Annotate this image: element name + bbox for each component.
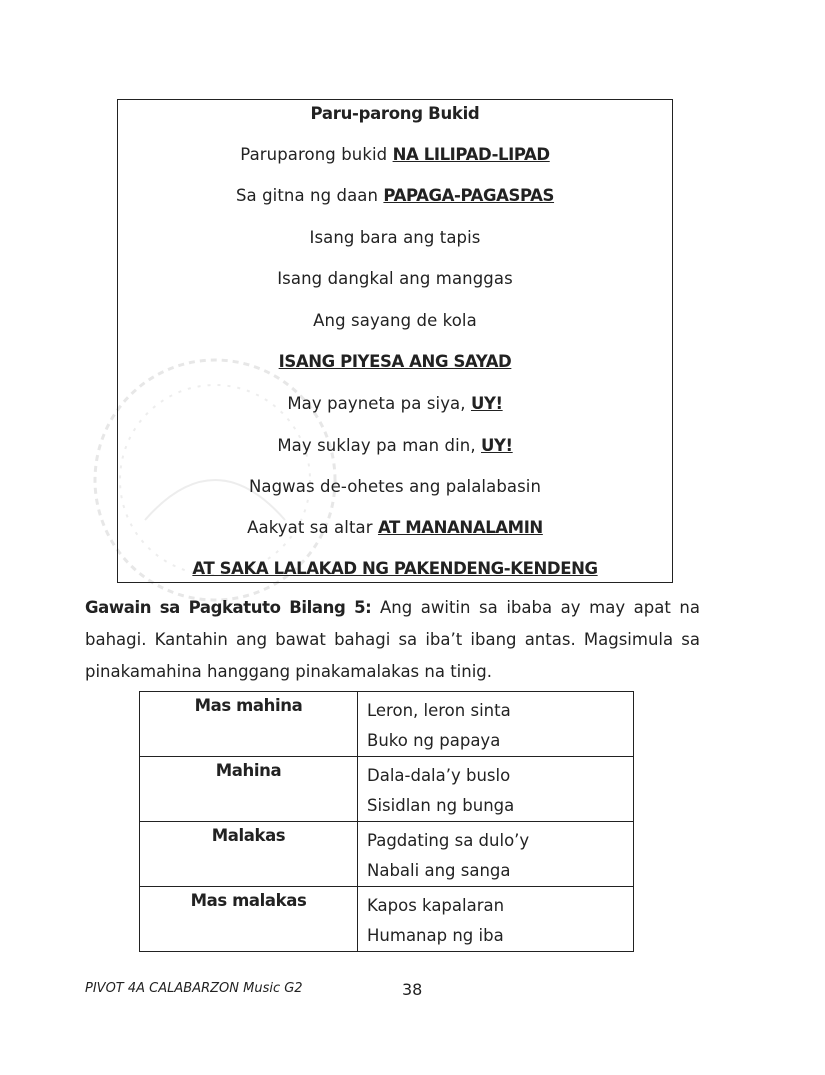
level-cell: Mas malakas — [140, 887, 358, 952]
song-line-1: Paruparong bukid NA LILIPAD-LIPAD — [240, 145, 550, 164]
activity-instructions — [85, 592, 700, 688]
dynamics-table — [139, 691, 634, 952]
table-row — [140, 757, 634, 822]
lyric-line: Humanap ng iba — [367, 926, 504, 945]
level-cell: Mas mahina — [140, 692, 358, 757]
song-line-6: ISANG PIYESA ANG SAYAD — [278, 352, 512, 371]
lyric-line: Sisidlan ng bunga — [367, 796, 515, 815]
song-line-4: Isang dangkal ang manggas — [277, 269, 513, 288]
song-title: Paru-parong Bukid — [310, 104, 480, 123]
lyrics-cell — [358, 757, 634, 822]
song-line-11: AT SAKA LALAKAD NG PAKENDENG-KENDENG — [192, 559, 598, 578]
song-line-3: Isang bara ang tapis — [309, 228, 481, 247]
activity-label: Gawain sa Pagkatuto Bilang 5: — [85, 598, 372, 617]
song-lyrics-box — [117, 99, 673, 583]
table-row — [140, 887, 634, 952]
footer-source: PIVOT 4A CALABARZON Music G2 — [85, 981, 303, 996]
song-line-8: May suklay pa man din, UY! — [277, 436, 513, 455]
table-row — [140, 692, 634, 757]
song-line-10: Aakyat sa altar AT MANANALAMIN — [247, 518, 543, 537]
lyrics-cell — [358, 887, 634, 952]
level-cell: Mahina — [140, 757, 358, 822]
lyric-line: Nabali ang sanga — [367, 861, 511, 880]
song-line-7: May payneta pa siya, UY! — [287, 394, 503, 413]
lyric-line: Pagdating sa dulo’y — [367, 831, 530, 850]
song-line-2: Sa gitna ng daan PAPAGA-PAGASPAS — [235, 186, 555, 205]
lyrics-cell — [358, 692, 634, 757]
lyric-line: Leron, leron sinta — [367, 701, 511, 720]
lyric-line: Dala-dala’y buslo — [367, 766, 511, 785]
level-cell: Malakas — [140, 822, 358, 887]
lyric-line: Kapos kapalaran — [367, 896, 505, 915]
lyric-line: Buko ng papaya — [367, 731, 501, 750]
activity-text: Ang awitin sa ibaba ay may apat na bahagi. Kantahin ang bawat bahagi sa iba’t ibang antas. Magsimula sa pinakamahina hanggang pinakamalakas na tinig. — [85, 598, 700, 681]
lyrics-cell — [358, 822, 634, 887]
song-line-5: Ang sayang de kola — [313, 311, 477, 330]
song-line-9: Nagwas de-ohetes ang palalabasin — [248, 477, 542, 496]
table-row — [140, 822, 634, 887]
page-number: 38 — [402, 980, 423, 999]
